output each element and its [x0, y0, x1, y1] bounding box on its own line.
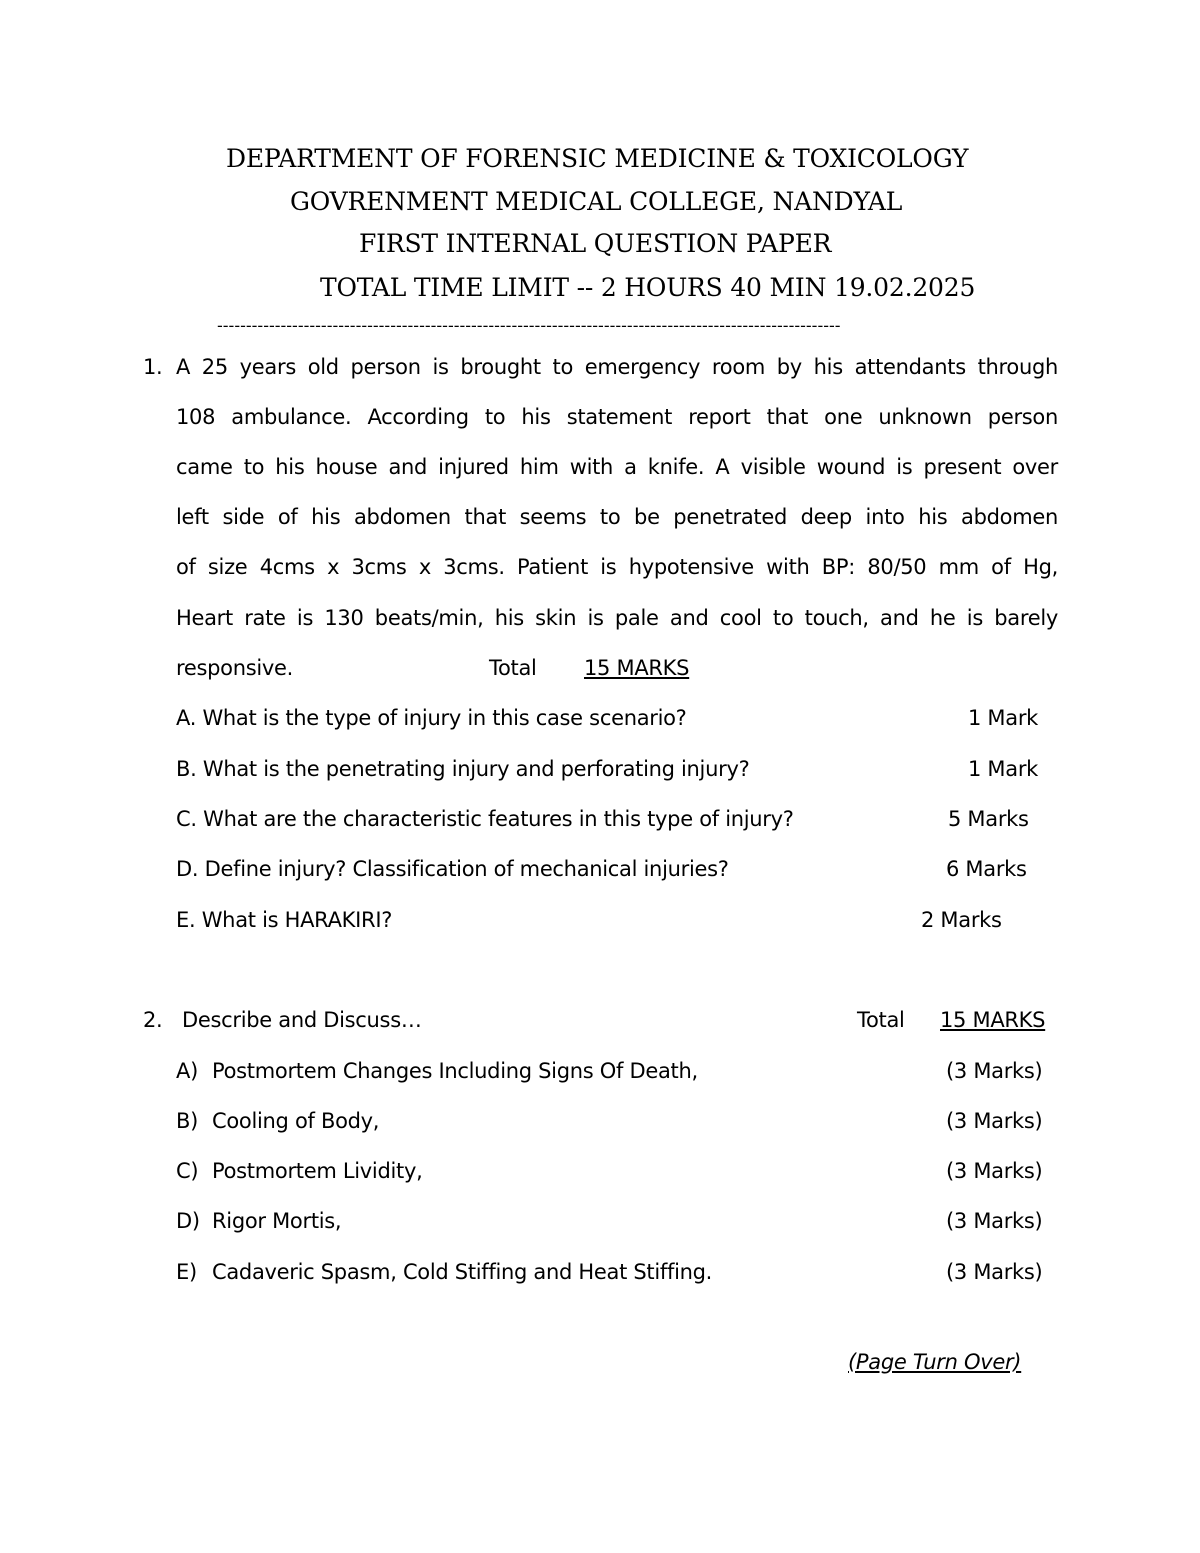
question-1-sub-c-marks: 5 Marks	[948, 807, 1029, 831]
question-2-sub-e-letter: E)	[176, 1260, 197, 1284]
question-1-total-marks: 15 MARKS	[584, 656, 690, 680]
question-1-line: A 25 years old person is brought to emergency room by his attendants through	[176, 355, 1058, 379]
question-1-sub-a: A. What is the type of injury in this case scenario?	[176, 706, 687, 730]
department-title: DEPARTMENT OF FORENSIC MEDICINE & TOXICOLOGY	[226, 144, 969, 173]
question-2-sub-e-marks: (3 Marks)	[946, 1260, 1043, 1284]
question-1-sub-b: B. What is the penetrating injury and perforating injury?	[176, 757, 750, 781]
question-1-total-label: Total	[489, 656, 537, 680]
question-2-sub-a: Postmortem Changes Including Signs Of Death,	[212, 1059, 698, 1083]
separator-line: ------------------------------------------------------------------------------------------------------------	[217, 316, 841, 335]
question-1-sub-d-marks: 6 Marks	[946, 857, 1027, 881]
page-turn-over-note: (Page Turn Over)	[848, 1350, 1022, 1374]
question-2-sub-a-marks: (3 Marks)	[946, 1059, 1043, 1083]
question-2-sub-d: Rigor Mortis,	[212, 1209, 342, 1233]
question-2-sub-c-marks: (3 Marks)	[946, 1159, 1043, 1183]
question-1-sub-e-marks: 2 Marks	[921, 908, 1002, 932]
question-1-line: Heart rate is 130 beats/min, his skin is pale and cool to touch, and he is barely	[176, 606, 1058, 630]
question-1-line: responsive.	[176, 656, 294, 680]
question-2-sub-d-letter: D)	[176, 1209, 200, 1233]
question-2-sub-c-letter: C)	[176, 1159, 199, 1183]
question-2-sub-b: Cooling of Body,	[212, 1109, 380, 1133]
college-name: GOVRENMENT MEDICAL COLLEGE, NANDYAL	[290, 187, 903, 216]
question-2-title: Describe and Discuss…	[182, 1008, 422, 1032]
question-1-sub-c: C. What are the characteristic features in this type of injury?	[176, 807, 794, 831]
question-2-sub-b-letter: B)	[176, 1109, 198, 1133]
question-2-total-marks: 15 MARKS	[940, 1008, 1046, 1032]
question-1-sub-b-marks: 1 Mark	[968, 757, 1039, 781]
question-1-sub-d: D. Define injury? Classification of mechanical injuries?	[176, 857, 729, 881]
paper-title: FIRST INTERNAL QUESTION PAPER	[359, 229, 832, 258]
question-2-sub-c: Postmortem Lividity,	[212, 1159, 423, 1183]
question-1-line: came to his house and injured him with a knife. A visible wound is present over	[176, 455, 1058, 479]
question-2-sub-b-marks: (3 Marks)	[946, 1109, 1043, 1133]
question-2-sub-d-marks: (3 Marks)	[946, 1209, 1043, 1233]
question-2-sub-e: Cadaveric Spasm, Cold Stiffing and Heat Stiffing.	[212, 1260, 713, 1284]
question-1-line: of size 4cms x 3cms x 3cms. Patient is hypotensive with BP: 80/50 mm of Hg,	[176, 555, 1058, 579]
question-2-total-label: Total	[857, 1008, 905, 1032]
question-1-line: left side of his abdomen that seems to be penetrated deep into his abdomen	[176, 505, 1058, 529]
time-limit-date: TOTAL TIME LIMIT -- 2 HOURS 40 MIN 19.02.2025	[320, 273, 976, 302]
question-1-sub-e: E. What is HARAKIRI?	[176, 908, 393, 932]
question-1-line: 108 ambulance. According to his statement report that one unknown person	[176, 405, 1058, 429]
question-1-number: 1.	[143, 355, 163, 379]
question-2-number: 2.	[143, 1008, 163, 1032]
question-1-sub-a-marks: 1 Mark	[968, 706, 1039, 730]
question-2-sub-a-letter: A)	[176, 1059, 198, 1083]
